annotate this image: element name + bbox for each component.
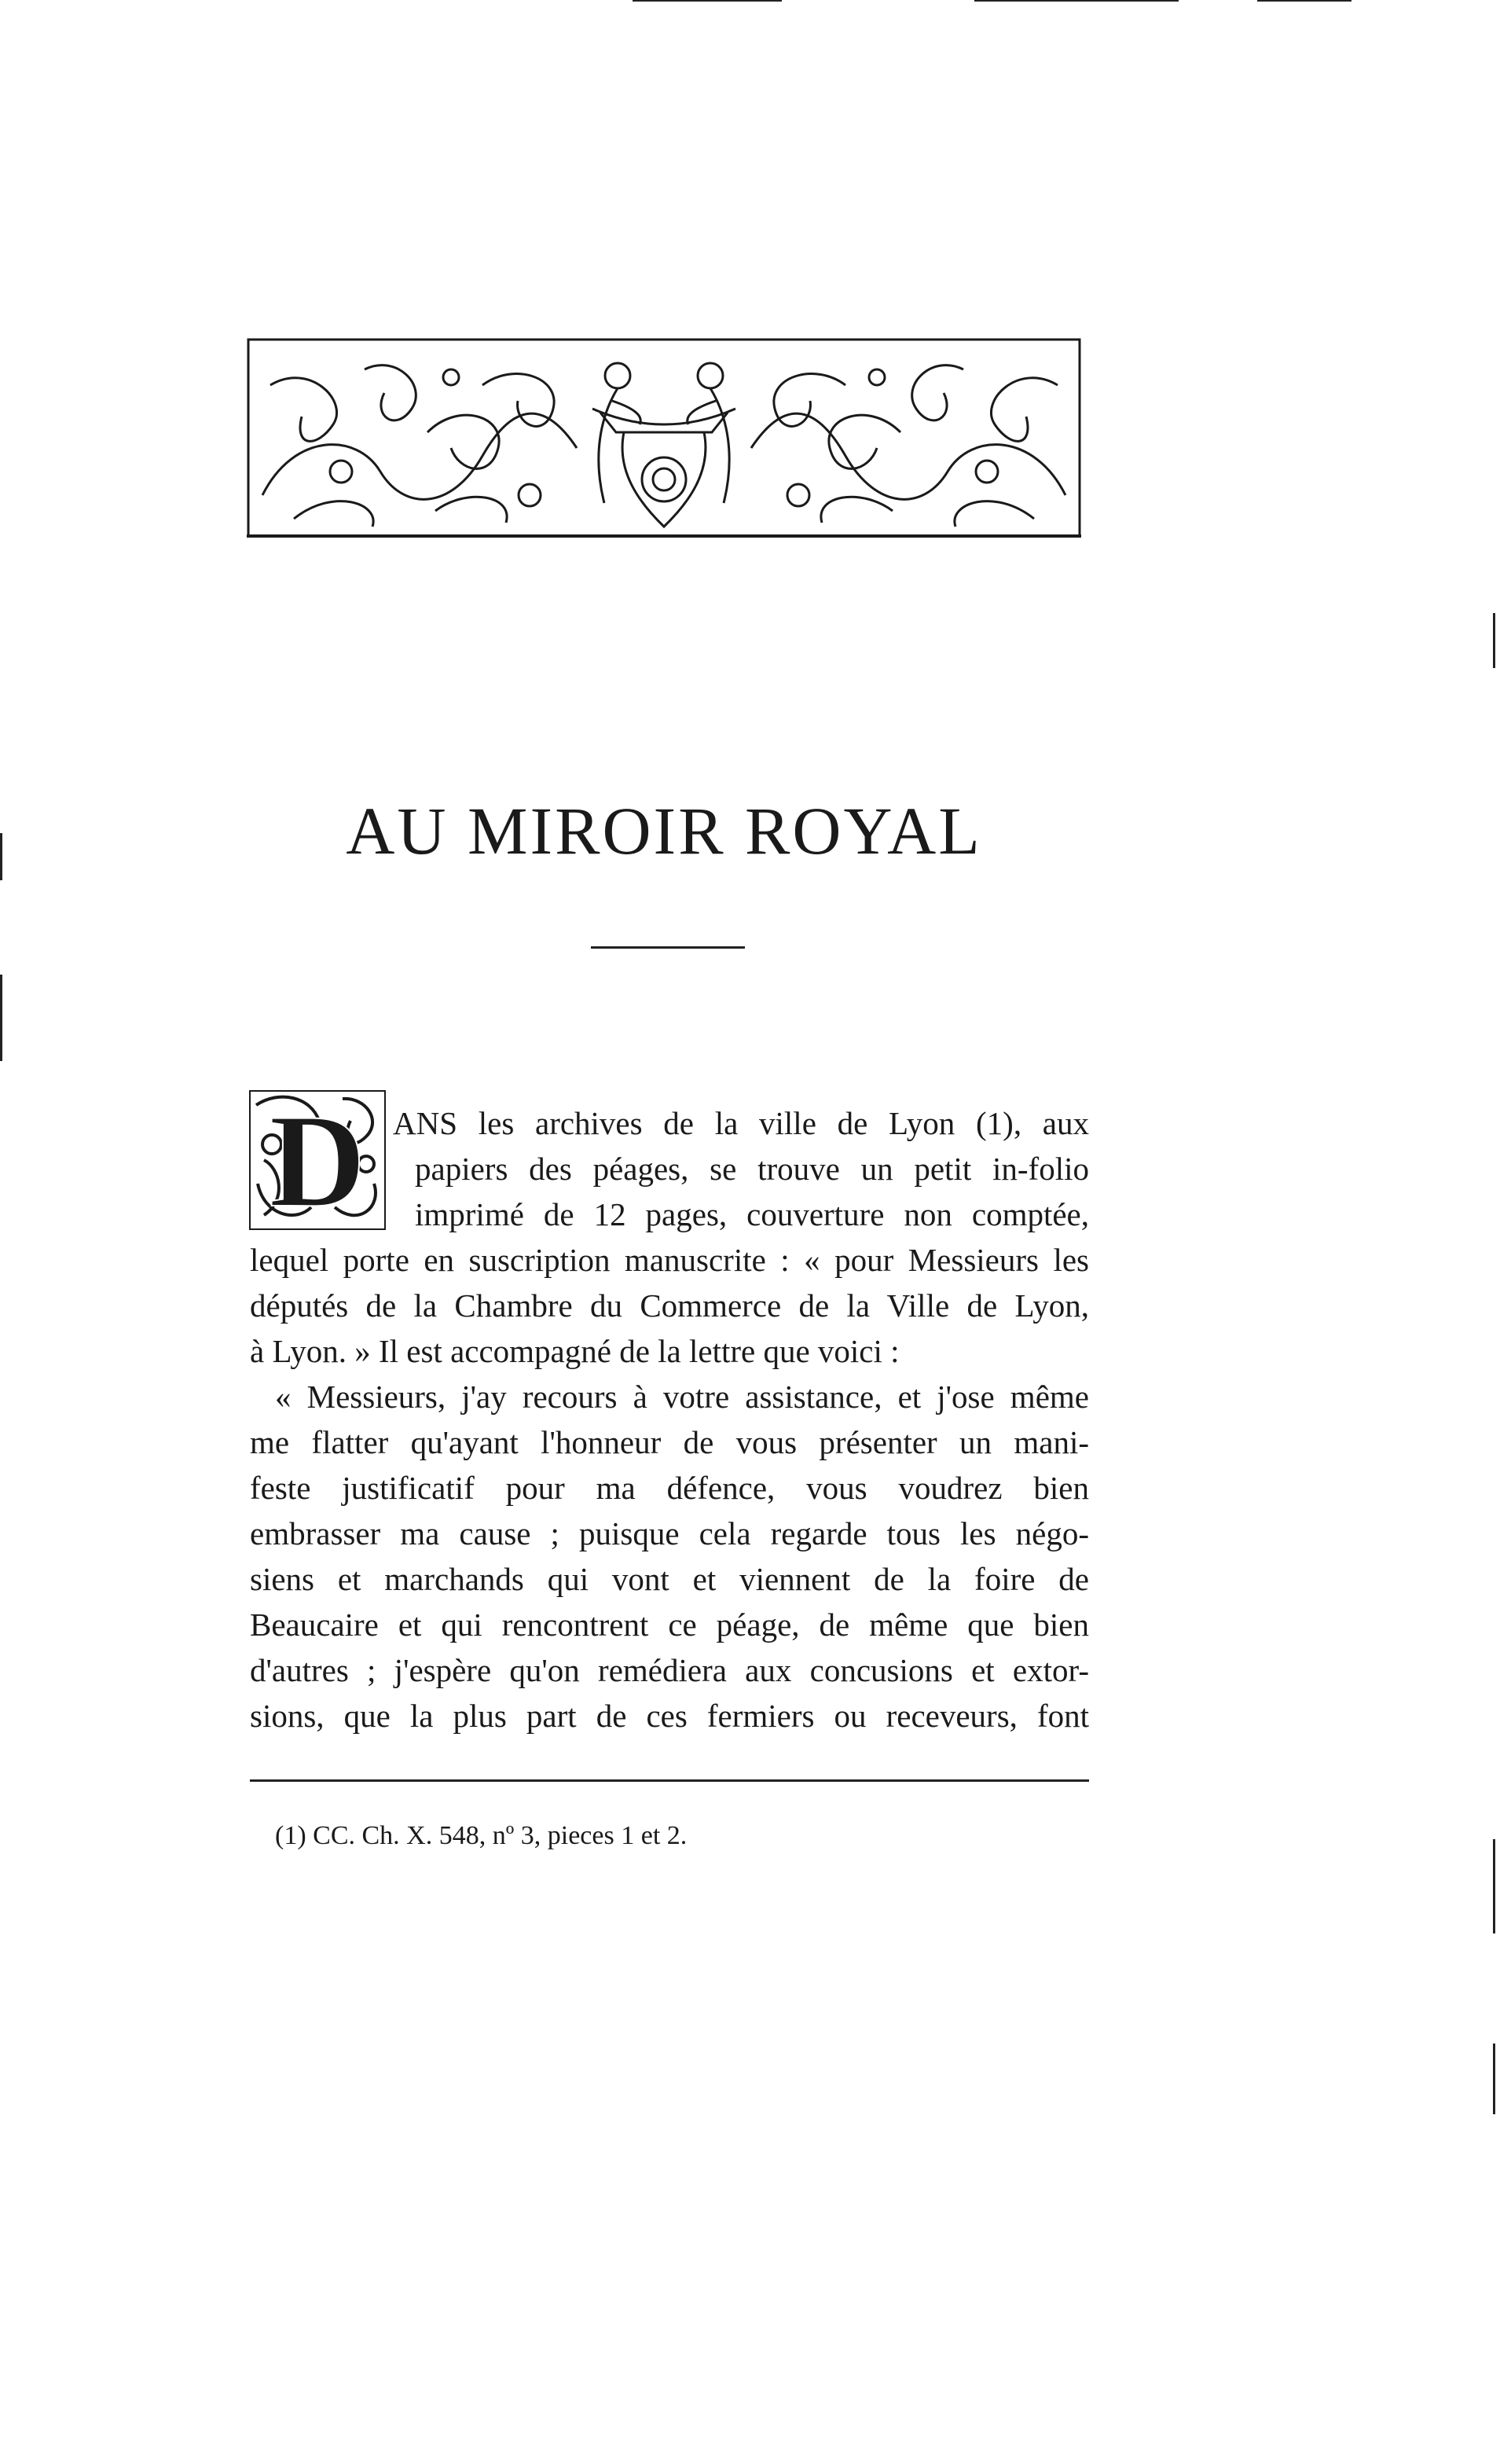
text-line: imprimé de 12 pages, couverture non comptée,: [415, 1196, 1089, 1232]
scan-edge-mark: [974, 0, 1179, 2]
dropcap-letter: D: [269, 1089, 366, 1231]
scan-edge-mark: [0, 975, 2, 1061]
text-line: papiers des péages, se trouve un petit in-folio: [415, 1151, 1089, 1187]
text-line: « Messieurs, j'ay recours à votre assistance, et j'ose même: [275, 1379, 1089, 1415]
scan-edge-mark: [1257, 0, 1351, 2]
text-line: embrasser ma cause ; puisque cela regarde tous les négo-: [250, 1515, 1089, 1551]
text-line: à Lyon. » Il est accompagné de la lettre que voici :: [250, 1333, 900, 1369]
footnote-divider: [250, 1779, 1089, 1782]
page-title: AU MIROIR ROYAL: [346, 793, 982, 868]
text-line: députés de la Chambre du Commerce de la Ville de Lyon,: [250, 1287, 1089, 1324]
text-line: Beaucaire et qui rencontrent ce péage, de même que bien: [250, 1607, 1089, 1643]
title-divider: [591, 946, 745, 949]
ornate-initial-letter-icon: [248, 1089, 387, 1231]
text-line: d'autres ; j'espère qu'on remédiera aux concusions et extor-: [250, 1652, 1089, 1688]
text-line: me flatter qu'ayant l'honneur de vous présenter un mani-: [250, 1424, 1089, 1460]
foliage-headpiece-with-putti-icon: [247, 338, 1081, 538]
scan-edge-mark: [0, 833, 2, 880]
text-line: ANS les archives de la ville de Lyon (1), aux: [393, 1105, 1089, 1141]
scan-edge-mark: [1493, 613, 1495, 668]
scan-edge-mark: [633, 0, 782, 2]
footnote: (1) CC. Ch. X. 548, nº 3, pieces 1 et 2.: [275, 1821, 688, 1850]
text-line: siens et marchands qui vont et viennent de la foire de: [250, 1561, 1089, 1597]
scan-edge-mark: [1493, 2044, 1495, 2114]
text-line: sions, que la plus part de ces fermiers ou receveurs, font: [250, 1698, 1089, 1734]
scan-edge-mark: [1493, 1839, 1495, 1933]
text-line: lequel porte en suscription manuscrite : « pour Messieurs les: [250, 1242, 1089, 1278]
text-line: feste justificatif pour ma défence, vous voudrez bien: [250, 1470, 1089, 1506]
